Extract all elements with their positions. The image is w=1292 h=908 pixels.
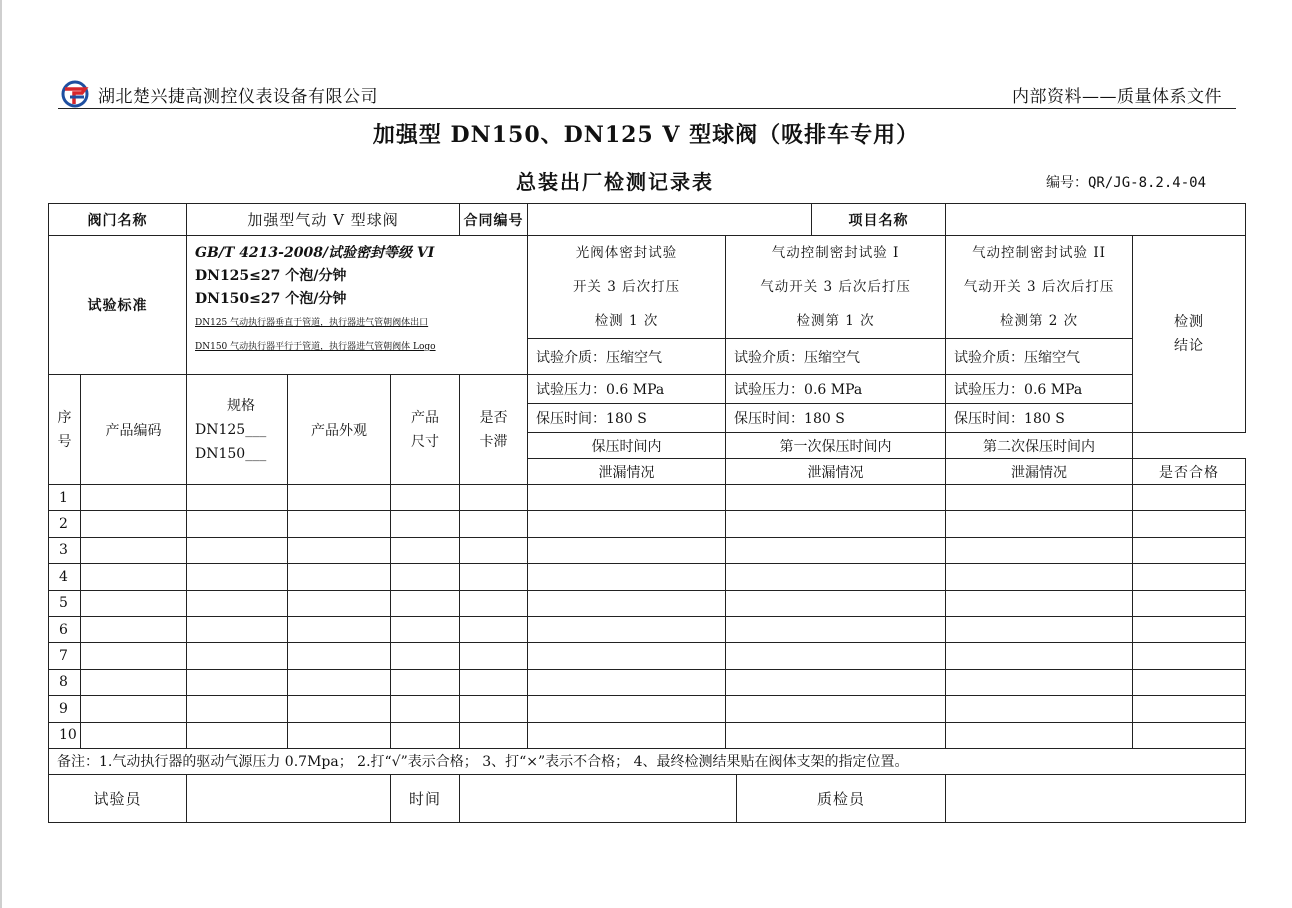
- test-2-leak-cell[interactable]: [726, 511, 946, 537]
- spec-label: 规格: [227, 397, 255, 414]
- test-3-leak: 泄漏情况: [946, 459, 1133, 485]
- row-number: 8: [49, 669, 81, 695]
- test-2-pressure: 试验压力：0.6 MPa: [726, 375, 946, 404]
- stuck-cell[interactable]: [460, 564, 528, 590]
- row-number: 3: [49, 537, 81, 563]
- size-cell[interactable]: [391, 485, 460, 511]
- size-cell[interactable]: [391, 616, 460, 642]
- product-code-cell[interactable]: [81, 511, 187, 537]
- test-2-leak-cell[interactable]: [726, 564, 946, 590]
- product-code-cell[interactable]: [81, 564, 187, 590]
- test-1-leak-cell[interactable]: [528, 643, 726, 669]
- table-row: [49, 696, 1246, 722]
- contract-number-label: 合同编号: [460, 204, 528, 236]
- test-3-leak-cell[interactable]: [946, 722, 1133, 748]
- appearance-cell[interactable]: [288, 722, 391, 748]
- row-number: 2: [49, 511, 81, 537]
- test-3-header: [946, 236, 1133, 339]
- size-cell[interactable]: [391, 564, 460, 590]
- spec-cell[interactable]: [187, 643, 288, 669]
- test-3-line-3: 检测第 2 次: [999, 313, 1079, 329]
- stuck-header-1: 是否: [479, 409, 508, 426]
- spec-header: [187, 375, 288, 485]
- standard-row: [49, 236, 1246, 339]
- spec-cell[interactable]: [187, 590, 288, 616]
- test-1-leak-cell[interactable]: [528, 511, 726, 537]
- product-code-cell[interactable]: [81, 616, 187, 642]
- document-title: 加强型 DN150、DN125 V 型球阀（吸排车专用）: [372, 122, 920, 148]
- pressure-row: [49, 375, 1246, 404]
- inspector-label: 质检员: [737, 774, 946, 822]
- test-1-leak-cell[interactable]: [528, 537, 726, 563]
- row-number: 10: [49, 722, 81, 748]
- test-3-pressure: 试验压力：0.6 MPa: [946, 375, 1133, 404]
- test-1-line-2: 开关 3 后次打压: [572, 279, 681, 295]
- pass-cell[interactable]: [1133, 564, 1246, 590]
- seq-header: [49, 375, 81, 485]
- size-header-2: 尺寸: [411, 433, 440, 450]
- stuck-cell[interactable]: [460, 722, 528, 748]
- seq-header-1: 序: [57, 409, 72, 426]
- table-row: [49, 669, 1246, 695]
- test-1-leak-cell[interactable]: [528, 616, 726, 642]
- pass-cell[interactable]: [1133, 669, 1246, 695]
- product-code-cell[interactable]: [81, 643, 187, 669]
- valve-name-label: 阀门名称: [49, 204, 187, 236]
- test-1-leak-cell[interactable]: [528, 669, 726, 695]
- test-3-hold-within: 第二次保压时间内: [946, 433, 1133, 459]
- pass-cell[interactable]: [1133, 511, 1246, 537]
- appearance-header: 产品外观: [288, 375, 391, 485]
- test-2-leak: 泄漏情况: [726, 459, 946, 485]
- spec-cell[interactable]: [187, 537, 288, 563]
- appearance-cell[interactable]: [288, 669, 391, 695]
- pass-cell[interactable]: [1133, 616, 1246, 642]
- product-code-cell[interactable]: [81, 485, 187, 511]
- document-number: 编号：QR/JG-8.2.4-04: [1046, 175, 1207, 191]
- record-rows: [49, 485, 1246, 749]
- test-1-leak-cell[interactable]: [528, 722, 726, 748]
- test-1-header: [528, 236, 726, 339]
- project-name-label: 项目名称: [812, 204, 946, 236]
- test-3-leak-cell[interactable]: [946, 511, 1133, 537]
- valve-name-value[interactable]: 加强型气动 V 型球阀: [187, 204, 460, 236]
- test-1-medium: 试验介质：压缩空气: [528, 339, 726, 375]
- test-1-leak-cell[interactable]: [528, 696, 726, 722]
- test-3-leak-cell[interactable]: [946, 643, 1133, 669]
- standard-label: 试验标准: [49, 236, 187, 375]
- row-number: 4: [49, 564, 81, 590]
- size-header-1: 产品: [411, 409, 440, 426]
- info-row: [49, 204, 1246, 236]
- size-header: [391, 375, 460, 485]
- signature-row: [49, 774, 1246, 822]
- test-2-leak-cell[interactable]: [726, 616, 946, 642]
- table-row: [49, 485, 1246, 511]
- pass-cell[interactable]: [1133, 537, 1246, 563]
- test-2-line-2: 气动开关 3 后次后打压: [760, 279, 911, 295]
- spec-dn125: DN125___: [195, 421, 267, 438]
- size-cell[interactable]: [391, 669, 460, 695]
- size-cell[interactable]: [391, 537, 460, 563]
- stuck-cell[interactable]: [460, 696, 528, 722]
- test-2-hold-within: 第一次保压时间内: [726, 433, 946, 459]
- spec-cell[interactable]: [187, 669, 288, 695]
- test-2-line-3: 检测第 1 次: [796, 313, 875, 329]
- notes-text: 备注：1.气动执行器的驱动气源压力 0.7Mpa； 2.打“√”表示合格； 3、打“×”表示不合格； 4、最终检测结果贴在阀体支架的指定位置。: [49, 748, 1246, 774]
- table-row: [49, 537, 1246, 563]
- spec-dn150: DN150___: [195, 445, 267, 462]
- appearance-cell[interactable]: [288, 485, 391, 511]
- spec-cell[interactable]: [187, 722, 288, 748]
- inspection-record-table: [48, 203, 1246, 823]
- table-row: [49, 722, 1246, 748]
- size-cell[interactable]: [391, 696, 460, 722]
- row-number: 1: [49, 485, 81, 511]
- spec-cell[interactable]: [187, 485, 288, 511]
- tester-label: 试验员: [49, 774, 187, 822]
- stuck-cell[interactable]: [460, 669, 528, 695]
- notes-row: [49, 748, 1246, 774]
- pass-cell[interactable]: [1133, 643, 1246, 669]
- test-3-leak-cell[interactable]: [946, 696, 1133, 722]
- test-3-leak-cell[interactable]: [946, 669, 1133, 695]
- test-2-header: [726, 236, 946, 339]
- test-3-line-2: 气动开关 3 后次后打压: [963, 279, 1115, 295]
- pass-cell[interactable]: [1133, 722, 1246, 748]
- standard-content: [187, 236, 528, 375]
- standard-line-1: GB/T 4213-2008/试验密封等级 VI: [195, 245, 435, 261]
- test-3-leak-cell[interactable]: [946, 590, 1133, 616]
- standard-note-2: DN150 气动执行器平行于管道，执行器进气管朝阀体 Logo: [195, 342, 436, 352]
- pass-header: 是否合格: [1133, 459, 1246, 485]
- test-1-line-3: 检测 1 次: [594, 313, 659, 329]
- contract-number-value[interactable]: [528, 204, 812, 236]
- stuck-cell[interactable]: [460, 643, 528, 669]
- product-code-cell[interactable]: [81, 537, 187, 563]
- test-1-hold-time: 保压时间：180 S: [528, 404, 726, 433]
- seq-header-2: 号: [57, 433, 72, 450]
- test-2-leak-cell[interactable]: [726, 590, 946, 616]
- spec-cell[interactable]: [187, 696, 288, 722]
- size-cell[interactable]: [391, 722, 460, 748]
- test-3-hold-time: 保压时间：180 S: [946, 404, 1133, 433]
- row-number: 6: [49, 616, 81, 642]
- table-row: [49, 511, 1246, 537]
- product-code-cell[interactable]: [81, 669, 187, 695]
- row-number: 9: [49, 696, 81, 722]
- test-1-leak-cell[interactable]: [528, 485, 726, 511]
- pass-cell[interactable]: [1133, 696, 1246, 722]
- test-2-leak-cell[interactable]: [726, 485, 946, 511]
- table-row: [49, 616, 1246, 642]
- stuck-cell[interactable]: [460, 511, 528, 537]
- test-3-leak-cell[interactable]: [946, 616, 1133, 642]
- pass-cell[interactable]: [1133, 590, 1246, 616]
- test-1-leak-cell[interactable]: [528, 564, 726, 590]
- row-number: 5: [49, 590, 81, 616]
- test-3-leak-cell[interactable]: [946, 537, 1133, 563]
- test-2-leak-cell[interactable]: [726, 537, 946, 563]
- row-number: 7: [49, 643, 81, 669]
- spec-cell[interactable]: [187, 511, 288, 537]
- test-2-leak-cell[interactable]: [726, 643, 946, 669]
- company-logo-icon: [58, 80, 92, 108]
- standard-line-3: DN150≤27 个泡/分钟: [195, 291, 347, 307]
- time-value[interactable]: [460, 774, 737, 822]
- test-1-line-1: 光阀体密封试验: [575, 245, 678, 261]
- appearance-cell[interactable]: [288, 537, 391, 563]
- table-row: [49, 643, 1246, 669]
- spec-cell[interactable]: [187, 564, 288, 590]
- time-label: 时间: [391, 774, 460, 822]
- appearance-cell[interactable]: [288, 643, 391, 669]
- appearance-cell[interactable]: [288, 616, 391, 642]
- standard-note-1: DN125 气动执行器垂直于管道，执行器进气管朝阀体出口: [195, 318, 429, 328]
- size-cell[interactable]: [391, 590, 460, 616]
- test-3-leak-cell[interactable]: [946, 564, 1133, 590]
- stuck-cell[interactable]: [460, 616, 528, 642]
- test-2-line-1: 气动控制密封试验 I: [771, 245, 900, 261]
- document-subtitle: 总装出厂检测记录表: [516, 170, 714, 194]
- product-code-cell[interactable]: [81, 722, 187, 748]
- test-2-leak-cell[interactable]: [726, 696, 946, 722]
- product-code-header: 产品编码: [81, 375, 187, 485]
- test-1-pressure: 试验压力：0.6 MPa: [528, 375, 726, 404]
- stuck-cell[interactable]: [460, 590, 528, 616]
- stuck-header-2: 卡滞: [479, 433, 508, 450]
- product-code-cell[interactable]: [81, 696, 187, 722]
- table-row: [49, 564, 1246, 590]
- test-2-medium: 试验介质：压缩空气: [726, 339, 946, 375]
- appearance-cell[interactable]: [288, 696, 391, 722]
- table-row: [49, 590, 1246, 616]
- internal-doc-label: 内部资料——质量体系文件: [1012, 87, 1222, 107]
- product-code-cell[interactable]: [81, 590, 187, 616]
- stuck-cell[interactable]: [460, 485, 528, 511]
- test-3-leak-cell[interactable]: [946, 485, 1133, 511]
- project-name-value[interactable]: [946, 204, 1246, 236]
- test-2-hold-time: 保压时间：180 S: [726, 404, 946, 433]
- stuck-cell[interactable]: [460, 537, 528, 563]
- appearance-cell[interactable]: [288, 511, 391, 537]
- test-3-medium: 试验介质：压缩空气: [946, 339, 1133, 375]
- test-3-line-1: 气动控制密封试验 II: [972, 245, 1107, 261]
- inspector-value[interactable]: [946, 774, 1246, 822]
- result-header: [1133, 236, 1246, 433]
- result-label-2: 结论: [1174, 338, 1205, 354]
- appearance-cell[interactable]: [288, 590, 391, 616]
- document-header: [58, 80, 1236, 109]
- stuck-header: [460, 375, 528, 485]
- spec-cell[interactable]: [187, 616, 288, 642]
- test-1-leak: 泄漏情况: [528, 459, 726, 485]
- test-1-hold-within: 保压时间内: [528, 433, 726, 459]
- standard-line-2: DN125≤27 个泡/分钟: [195, 268, 347, 284]
- size-cell[interactable]: [391, 643, 460, 669]
- result-label-1: 检测: [1174, 314, 1205, 330]
- test-2-leak-cell[interactable]: [726, 669, 946, 695]
- test-1-leak-cell[interactable]: [528, 590, 726, 616]
- size-cell[interactable]: [391, 511, 460, 537]
- pass-cell[interactable]: [1133, 485, 1246, 511]
- company-name: 湖北楚兴捷高测控仪表设备有限公司: [98, 87, 378, 107]
- appearance-cell[interactable]: [288, 564, 391, 590]
- tester-value[interactable]: [187, 774, 391, 822]
- test-2-leak-cell[interactable]: [726, 722, 946, 748]
